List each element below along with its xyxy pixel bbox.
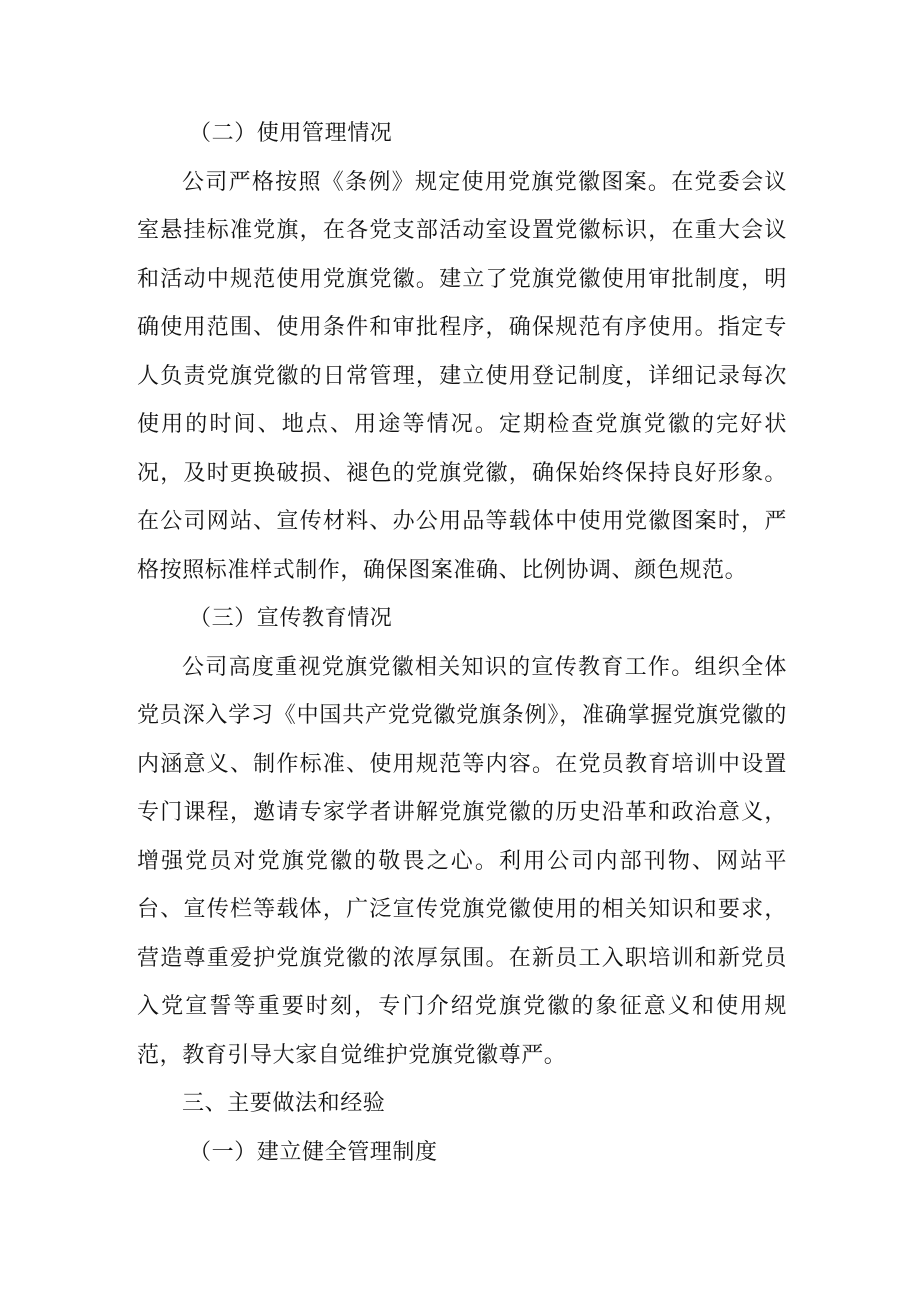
section-heading-main-practices: 三、主要做法和经验 bbox=[182, 1091, 386, 1116]
section-subheading-publicity-education: （三）宣传教育情况 bbox=[189, 606, 393, 631]
document-body bbox=[137, 110, 787, 1177]
section-subheading-usage-management: （二）使用管理情况 bbox=[189, 121, 393, 146]
section-subheading-management-system: （一）建立健全管理制度 bbox=[189, 1139, 438, 1165]
paragraph-publicity-education: 公司高度重视党旗党徽相关知识的宣传教育工作。组织全体党员深入学习《中国共产党党徽党旗条例》，准确掌握党旗党徽的内涵意义、制作标准、使用规范等内容。在党员教育培训中设置专门课程，邀请专家学者讲解党旗党徽的历史沿革和政治意义，增强党员对党旗党徽的敬畏之心。利用公司内部刊物、网站平台、宣传栏等载体，广泛宣传党旗党徽使用的相关知识和要求，营造尊重爱护党旗党徽的浓厚氛围。在新员工入职培训和新党员入党宣誓等重要时刻，专门介绍党旗党徽的象征意义和使用规范，教育引导大家自觉维护党旗党徽尊严。 bbox=[137, 654, 787, 1068]
paragraph-usage-management: 公司严格按照《条例》规定使用党旗党徽图案。在党委会议室悬挂标准党旗，在各党支部活动室设置党徽标识，在重大会议和活动中规范使用党旗党徽。建立了党旗党徽使用审批制度，明确使用范围、使用条件和审批程序，确保规范有序使用。指定专人负责党旗党徽的日常管理，建立使用登记制度，详细记录每次使用的时间、地点、用途等情况。定期检查党旗党徽的完好状况，及时更换破损、褪色的党旗党徽，确保始终保持良好形象。在公司网站、宣传材料、办公用品等载体中使用党徽图案时，严格按照标准样式制作，确保图案准确、比例协调、颜色规范。 bbox=[137, 169, 787, 583]
